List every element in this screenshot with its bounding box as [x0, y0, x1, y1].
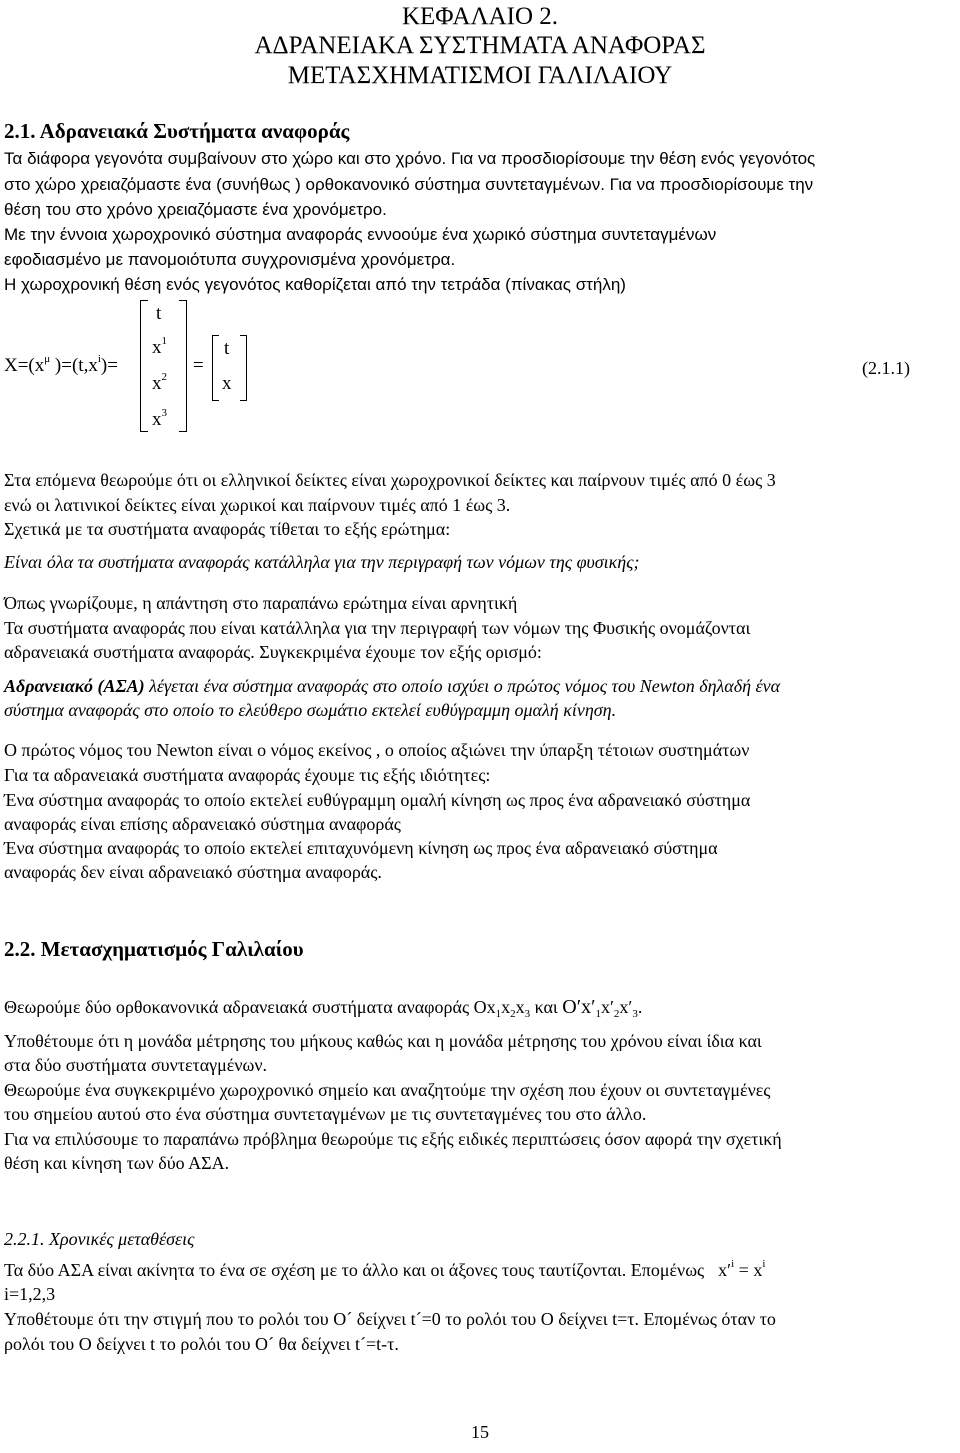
column-entry: $x^3$	[152, 407, 167, 430]
frames-line: Θεωρούμε δύο ορθοκανονικά αδρανειακά συστήματα αναφοράς $Ox_1x_2x_3$ και $O'x'_1x'_2x'_3$.	[4, 996, 643, 1020]
paragraph-line: εφοδιασμένο με πανομοιότυπα συγχρονισμένα χρονόμετρα.	[4, 250, 456, 269]
paragraph-line: Ένα σύστημα αναφοράς το οποίο εκτελεί ευθύγραμμη ομαλή κίνηση ως προς ένα αδρανειακό σύστημα	[4, 790, 751, 810]
equation-number: (2.1.1)	[862, 358, 910, 378]
column-entry: t	[156, 303, 162, 324]
column-entry: $x^1$	[152, 335, 167, 358]
paragraph-line: i=1,2,3	[4, 1284, 56, 1304]
column-entry: x	[222, 373, 232, 394]
paragraph-line: Ένα σύστημα αναφοράς το οποίο εκτελεί επιταχυνόμενη κίνηση ως προς ένα αδρανειακό σύστημα	[4, 838, 718, 858]
paragraph-line: Υποθέτουμε ότι την στιγμή που το ρολόι του Ο´ δείχνει t´=0 το ρολόι του Ο δείχνει t=τ. Επομένως όταν το	[4, 1309, 776, 1329]
paragraph-line: αναφοράς είναι επίσης αδρανειακό σύστημα αναφοράς	[4, 814, 401, 834]
paragraph-line: Θεωρούμε ένα συγκεκριμένο χωροχρονικό σημείο και αναζητούμε την σχέση που έχουν οι συντεταγμένες	[4, 1080, 771, 1100]
question-line: Είναι όλα τα συστήματα αναφοράς κατάλληλα για την περιγραφή των νόμων της φυσικής;	[4, 552, 640, 572]
definition-line: σύστημα αναφοράς στο οποίο το ελεύθερο σωμάτιο εκτελεί ευθύγραμμη ομαλή κίνηση.	[4, 700, 617, 720]
paragraph-line: Η χωροχρονική θέση ενός γεγονότος καθορίζεται από την τετράδα (πίνακας στήλη)	[4, 275, 626, 294]
page-number: 15	[471, 1422, 489, 1442]
right-bracket	[179, 300, 187, 432]
chapter-title-1: ΑΔΡΑΝΕΙΑΚΑ ΣΥΣΤΗΜΑΤΑ ΑΝΑΦΟΡΑΣ	[254, 32, 706, 59]
paragraph-line: αδρανειακά συστήματα αναφοράς. Συγκεκριμένα έχουμε τον εξής ορισμό:	[4, 642, 542, 662]
column-entry: t	[224, 338, 230, 359]
paragraph-line: Όπως γνωρίζουμε, η απάντηση στο παραπάνω ερώτημα είναι αρνητική	[4, 593, 518, 613]
paragraph-line: Σχετικά με τα συστήματα αναφοράς τίθεται το εξής ερώτημα:	[4, 519, 451, 539]
paragraph-line: Τα συστήματα αναφοράς που είναι κατάλληλα για την περιγραφή των νόμων της Φυσικής ονομάζονται	[4, 618, 751, 638]
paragraph-line: ενώ οι λατινικοί δείκτες είναι χωρικοί και παίρνουν τιμές από 1 έως 3.	[4, 495, 511, 515]
paragraph-line: Για να επιλύσουμε το παραπάνω πρόβλημα θεωρούμε τις εξής ειδικές περιπτώσεις όσον αφορά την σχετική	[4, 1129, 782, 1149]
column-entry: $x^2$	[152, 371, 167, 394]
left-bracket	[212, 335, 219, 401]
paragraph-line: θέση και κίνηση των δύο ΑΣΑ.	[4, 1153, 230, 1173]
chapter-label: ΚΕΦΑΛΑΙΟ 2.	[401, 3, 559, 30]
paragraph-line: στο χώρο χρειαζόμαστε ένα (συνήθως ) ορθοκανονικό σύστημα συντεταγμένων. Για να προσδιορίσουμε την	[4, 175, 814, 194]
section-2-2-heading: 2.2. Μετασχηματισμός Γαλιλαίου	[4, 937, 304, 961]
paragraph-line: του σημείου αυτού στο ένα σύστημα συντεταγμένων με τις συντεταγμένες του στο άλλο.	[4, 1104, 647, 1124]
definition-line: Αδρανειακό (ΑΣΑ) λέγεται ένα σύστημα αναφοράς στο οποίο ισχύει ο πρώτος νόμος του Newton δηλαδή ένα	[4, 676, 781, 696]
paragraph-line: Για τα αδρανειακά συστήματα αναφοράς έχουμε τις εξής ιδιότητες:	[4, 765, 491, 785]
paragraph-line: Τα διάφορα γεγονότα συμβαίνουν στο χώρο και στο χρόνο. Για να προσδιορίσουμε την θέση ενός γεγονότος	[4, 149, 816, 168]
section-2-2-1-heading: 2.2.1. Χρονικές μεταθέσεις	[4, 1229, 195, 1249]
left-bracket	[140, 300, 148, 432]
equals-sign: =	[193, 355, 204, 376]
paragraph-line: στα δύο συστήματα συντεταγμένων.	[4, 1055, 267, 1075]
paragraph-line: αναφοράς δεν είναι αδρανειακό σύστημα αναφοράς.	[4, 862, 382, 882]
equation-lhs: $X=(x^\mu$ )$=(t,x^i)=$	[4, 353, 118, 376]
paragraph-line: Υποθέτουμε ότι η μονάδα μέτρησης του μήκους καθώς και η μονάδα μέτρησης του χρόνου είναι ίδια και	[4, 1031, 762, 1051]
paragraph-line: Τα δύο ΑΣΑ είναι ακίνητα το ένα σε σχέση με το άλλο και οι άξονες τους ταυτίζονται. Επομένως $x'^i = x^i$	[4, 1258, 766, 1280]
paragraph-line: θέση του στο χρόνο χρειαζόμαστε ένα χρονόμετρο.	[4, 200, 387, 219]
paragraph-line: Στα επόμενα θεωρούμε ότι οι ελληνικοί δείκτες είναι χωροχρονικοί δείκτες και παίρνουν τιμές από 0 έως 3	[4, 470, 776, 490]
definition-term: Αδρανειακό (ΑΣΑ)	[4, 676, 145, 696]
chapter-title-2: ΜΕΤΑΣΧΗΜΑΤΙΣΜΟΙ ΓΑΛΙΛΑΙΟΥ	[287, 62, 673, 89]
paragraph-line: Ο πρώτος νόμος του Newton είναι ο νόμος εκείνος , ο οποίος αξιώνει την ύπαρξη τέτοιων συστημάτων	[4, 740, 750, 760]
section-2-1-heading: 2.1. Αδρανειακά Συστήματα αναφοράς	[4, 119, 350, 143]
right-bracket	[240, 335, 247, 401]
paragraph-line: Με την έννοια χωροχρονικό σύστημα αναφοράς εννοούμε ένα χωρικό σύστημα συντεταγμένων	[4, 225, 717, 244]
paragraph-line: ρολόι του Ο δείχνει t το ρολόι του Ο´ θα δείχνει t´=t-τ.	[4, 1334, 399, 1354]
